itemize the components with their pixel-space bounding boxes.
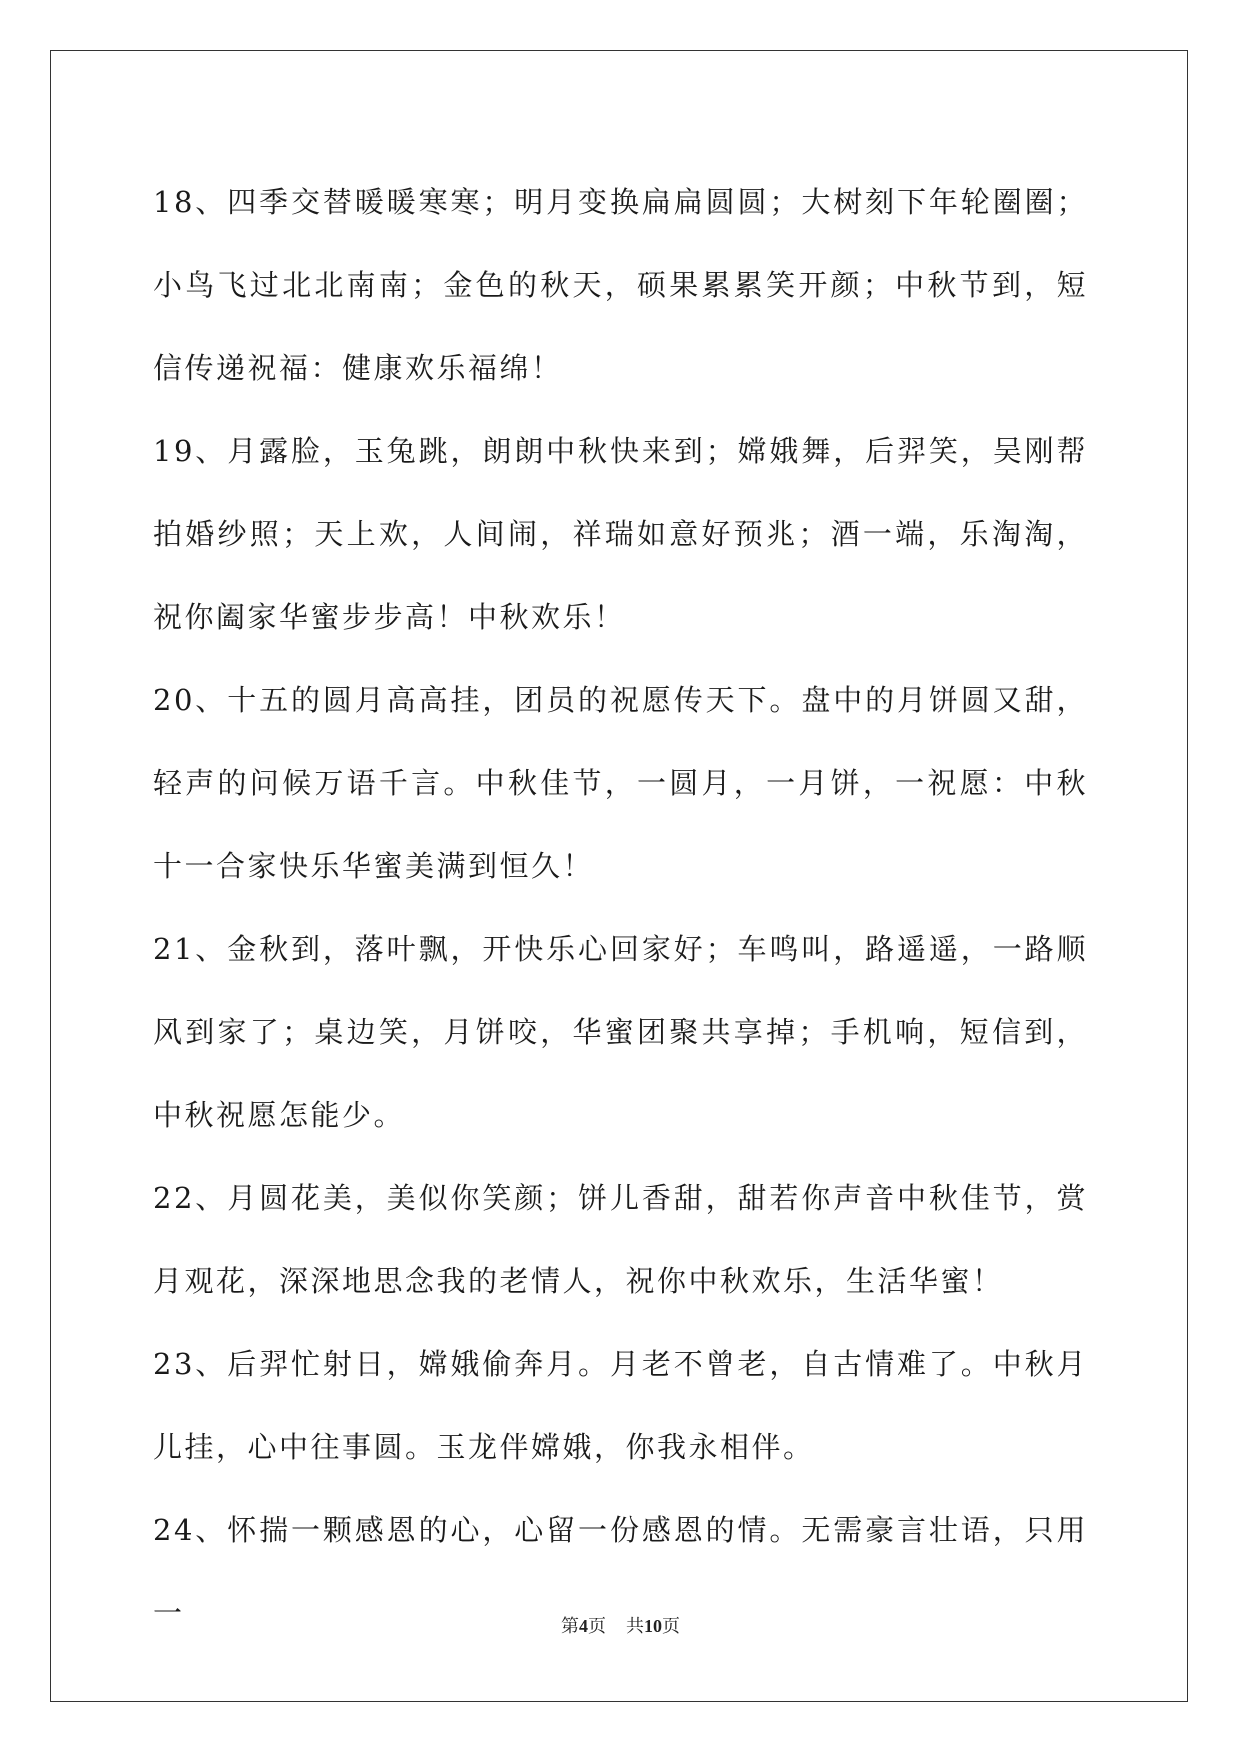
footer-total-suffix: 页 <box>662 1616 680 1637</box>
paragraph-23: 23、后羿忙射日，嫦娥偷奔月。月老不曾老，自古情难了。中秋月儿挂，心中往事圆。玉龙伴嫦娥，你我永相伴。 <box>153 1347 1088 1464</box>
paragraph-18: 18、四季交替暖暖寒寒；明月变换扁扁圆圆；大树刻下年轮圈圈；小鸟飞过北北南南；金色的秋天，硕果累累笑开颜；中秋节到，短信传递祝福：健康欢乐福绵！ <box>153 185 1088 385</box>
document-body <box>153 161 1088 1655</box>
footer-total-pages: 10 <box>644 1616 662 1636</box>
paragraph-22: 22、月圆花美，美似你笑颜；饼儿香甜，甜若你声音中秋佳节，赏月观花，深深地思念我的老情人，祝你中秋欢乐，生活华蜜！ <box>153 1181 1088 1298</box>
footer-page-number: 4 <box>579 1616 588 1636</box>
footer-page-suffix: 页 <box>588 1616 606 1637</box>
paragraph-24: 24、怀揣一颗感恩的心，心留一份感恩的情。无需豪言壮语，只用一 <box>153 1513 1088 1630</box>
footer-prefix: 第 <box>561 1616 579 1637</box>
page-footer <box>0 1612 1241 1638</box>
footer-total-prefix: 共 <box>626 1616 644 1637</box>
paragraph-21: 21、金秋到，落叶飘，开快乐心回家好；车鸣叫，路遥遥，一路顺风到家了；桌边笑，月饼咬，华蜜团聚共享掉；手机响，短信到，中秋祝愿怎能少。 <box>153 932 1088 1132</box>
paragraph-19: 19、月露脸，玉兔跳，朗朗中秋快来到；嫦娥舞，后羿笑，吴刚帮拍婚纱照；天上欢，人间闹，祥瑞如意好预兆；酒一端，乐淘淘，祝你阖家华蜜步步高！中秋欢乐！ <box>153 434 1088 634</box>
paragraph-20: 20、十五的圆月高高挂，团员的祝愿传天下。盘中的月饼圆又甜，轻声的问候万语千言。中秋佳节，一圆月，一月饼，一祝愿：中秋十一合家快乐华蜜美满到恒久！ <box>153 683 1088 883</box>
